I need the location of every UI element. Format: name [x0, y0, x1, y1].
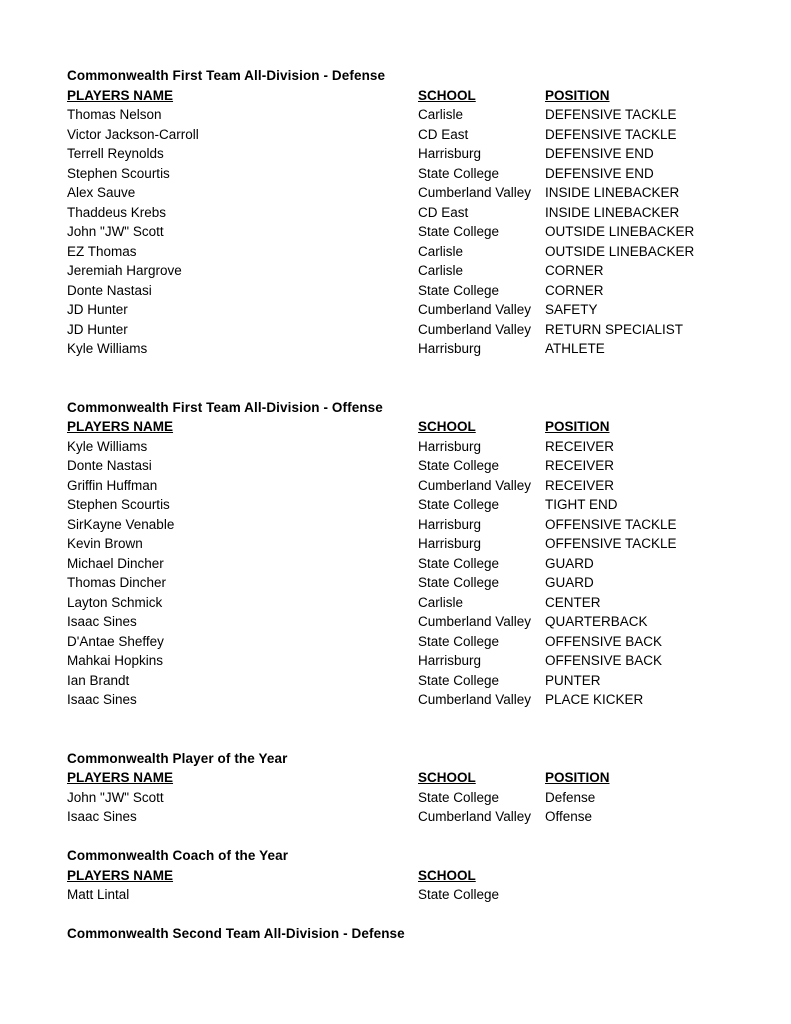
position: RECEIVER	[545, 438, 615, 454]
school: State College	[418, 789, 500, 805]
position: TIGHT END	[545, 497, 618, 512]
position: OUTSIDE LINEBACKER	[545, 243, 695, 259]
school: CD East	[418, 126, 469, 142]
player-name: EZ Thomas	[67, 243, 137, 259]
column-header-row	[67, 768, 761, 788]
school: State College	[418, 575, 500, 590]
player-name: John "JW" Scott	[67, 789, 164, 805]
column-header-label: POSITION	[545, 770, 610, 785]
table-row	[67, 573, 761, 593]
position: INSIDE LINEBACKER	[545, 185, 680, 200]
position: RETURN SPECIALIST	[545, 321, 684, 337]
player-name: SirKayne Venable	[67, 516, 175, 532]
table-row	[67, 593, 761, 613]
section-title: Commonwealth First Team All-Division - Offense	[67, 399, 383, 415]
column-header-row	[67, 86, 761, 106]
table-row	[67, 261, 761, 281]
position: OFFENSIVE TACKLE	[545, 536, 677, 551]
position: INSIDE LINEBACKER	[545, 204, 680, 220]
player-name: Thaddeus Krebs	[67, 204, 167, 220]
table-row	[67, 671, 761, 691]
player-name: Ian Brandt	[67, 672, 130, 688]
position: QUARTERBACK	[545, 614, 648, 629]
school: Carlisle	[418, 243, 464, 259]
school: State College	[418, 887, 500, 902]
position: ATHLETE	[545, 341, 605, 356]
table-row	[67, 554, 761, 574]
player-name: Matt Lintal	[67, 887, 130, 902]
table-row	[67, 105, 761, 125]
section	[67, 66, 761, 359]
column-header-position	[545, 417, 761, 437]
player-name: Michael Dincher	[67, 555, 164, 571]
table-row	[67, 807, 761, 827]
table-row	[67, 183, 761, 203]
position: OFFENSIVE TACKLE	[545, 516, 677, 532]
position: RECEIVER	[545, 477, 615, 493]
school: State College	[418, 224, 500, 239]
position: PLACE KICKER	[545, 692, 644, 707]
column-header-label: POSITION	[545, 419, 610, 434]
column-header-school	[418, 866, 545, 886]
section-title: Commonwealth Coach of the Year	[67, 848, 289, 863]
position: DEFENSIVE END	[545, 165, 654, 181]
table-row	[67, 651, 761, 671]
column-header-player-name	[67, 86, 418, 106]
column-header-player-name	[67, 768, 418, 788]
school: State College	[418, 672, 500, 688]
table-row	[67, 476, 761, 496]
position: Defense	[545, 789, 596, 805]
player-name: Mahkai Hopkins	[67, 653, 164, 668]
position: RECEIVER	[545, 458, 615, 473]
player-name: Kevin Brown	[67, 536, 143, 551]
column-header-label: PLAYERS NAME	[67, 419, 174, 434]
school: State College	[418, 282, 500, 298]
school: Harrisburg	[418, 536, 482, 551]
player-name: John "JW" Scott	[67, 224, 164, 239]
column-header-position	[545, 86, 761, 106]
player-name: Jeremiah Hargrove	[67, 263, 182, 278]
column-header-player-name	[67, 417, 418, 437]
table-row	[67, 788, 761, 808]
table-row	[67, 242, 761, 262]
column-header-school	[418, 86, 545, 106]
school: State College	[418, 633, 500, 649]
position: DEFENSIVE END	[545, 146, 654, 161]
column-header-school	[418, 768, 545, 788]
school: Harrisburg	[418, 146, 482, 161]
column-header-label: SCHOOL	[418, 867, 476, 883]
column-header-label: PLAYERS NAME	[67, 87, 174, 103]
table-row	[67, 125, 761, 145]
school: State College	[418, 555, 500, 571]
table-row	[67, 203, 761, 223]
player-name: Alex Sauve	[67, 185, 136, 200]
column-header-label: SCHOOL	[418, 419, 476, 434]
player-name: Donte Nastasi	[67, 282, 152, 298]
position: CORNER	[545, 263, 604, 278]
column-header-position	[545, 768, 761, 788]
table-row	[67, 612, 761, 632]
school: State College	[418, 458, 500, 473]
position: CENTER	[545, 594, 601, 610]
school: Cumberland Valley	[418, 692, 532, 707]
position: OUTSIDE LINEBACKER	[545, 224, 695, 239]
position: OFFENSIVE BACK	[545, 653, 663, 668]
column-header-row	[67, 417, 761, 437]
school: Carlisle	[418, 263, 464, 278]
column-header-label: SCHOOL	[418, 87, 476, 103]
position: GUARD	[545, 575, 594, 590]
player-name: Stephen Scourtis	[67, 165, 170, 181]
player-name: Griffin Huffman	[67, 477, 158, 493]
player-name: Victor Jackson-Carroll	[67, 126, 199, 142]
table-row	[67, 495, 761, 515]
school: Cumberland Valley	[418, 302, 532, 317]
table-row	[67, 690, 761, 710]
table-row	[67, 300, 761, 320]
column-header-player-name	[67, 866, 418, 886]
player-name: Isaac Sines	[67, 692, 137, 707]
school: State College	[418, 165, 500, 181]
sections-root	[67, 66, 761, 944]
player-name: Isaac Sines	[67, 614, 137, 629]
section-title: Commonwealth Second Team All-Division - Defense	[67, 926, 405, 941]
position: GUARD	[545, 555, 594, 571]
school: Cumberland Valley	[418, 185, 532, 200]
section	[67, 846, 761, 905]
school: Cumberland Valley	[418, 614, 532, 629]
position: Offense	[545, 809, 593, 824]
school: Harrisburg	[418, 516, 482, 532]
position: DEFENSIVE TACKLE	[545, 107, 677, 122]
player-name: Kyle Williams	[67, 438, 148, 454]
section	[67, 924, 761, 944]
player-name: Stephen Scourtis	[67, 497, 170, 512]
table-row	[67, 515, 761, 535]
table-row	[67, 339, 761, 359]
player-name: Donte Nastasi	[67, 458, 152, 473]
table-row	[67, 632, 761, 652]
player-name: Thomas Nelson	[67, 107, 162, 122]
player-name: Isaac Sines	[67, 809, 137, 824]
column-header-label: POSITION	[545, 87, 610, 103]
school: Harrisburg	[418, 653, 482, 668]
position: SAFETY	[545, 302, 598, 317]
table-row	[67, 222, 761, 242]
position: OFFENSIVE BACK	[545, 633, 663, 649]
player-name: D'Antae Sheffey	[67, 633, 164, 649]
section-title: Commonwealth Player of the Year	[67, 750, 288, 766]
table-row	[67, 456, 761, 476]
table-row	[67, 534, 761, 554]
school: Carlisle	[418, 594, 464, 610]
school: Cumberland Valley	[418, 809, 532, 824]
school: CD East	[418, 204, 469, 220]
player-name: Terrell Reynolds	[67, 146, 164, 161]
school: State College	[418, 497, 500, 512]
player-name: JD Hunter	[67, 302, 128, 317]
table-row	[67, 437, 761, 457]
table-row	[67, 885, 761, 905]
column-header-label: PLAYERS NAME	[67, 770, 174, 785]
table-row	[67, 281, 761, 301]
section	[67, 398, 761, 710]
school: Harrisburg	[418, 341, 482, 356]
section-title: Commonwealth First Team All-Division - Defense	[67, 68, 386, 83]
school: Carlisle	[418, 107, 464, 122]
school: Harrisburg	[418, 438, 482, 454]
position: PUNTER	[545, 672, 601, 688]
table-row	[67, 164, 761, 184]
column-header-school	[418, 417, 545, 437]
player-name: Kyle Williams	[67, 341, 148, 356]
player-name: Thomas Dincher	[67, 575, 167, 590]
table-row	[67, 320, 761, 340]
school: Cumberland Valley	[418, 477, 532, 493]
position: DEFENSIVE TACKLE	[545, 126, 677, 142]
column-header-row	[67, 866, 761, 886]
section	[67, 749, 761, 827]
table-row	[67, 144, 761, 164]
position: CORNER	[545, 282, 604, 298]
column-header-label: SCHOOL	[418, 770, 476, 785]
column-header-label: PLAYERS NAME	[67, 867, 174, 883]
player-name: Layton Schmick	[67, 594, 163, 610]
school: Cumberland Valley	[418, 321, 532, 337]
player-name: JD Hunter	[67, 321, 128, 337]
